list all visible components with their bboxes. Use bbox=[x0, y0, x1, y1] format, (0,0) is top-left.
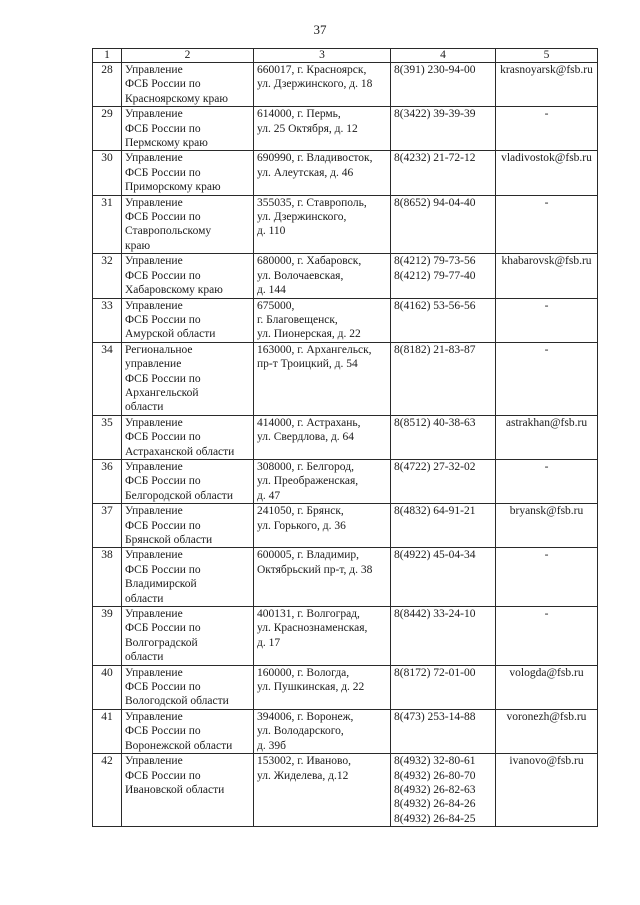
organization-line: Управление bbox=[125, 255, 183, 268]
phone-line: 8(4922) 45-04-34 bbox=[394, 549, 476, 562]
row-number: 33 bbox=[93, 298, 122, 342]
organization-line: области bbox=[125, 651, 164, 664]
header-cell-3: 3 bbox=[254, 49, 391, 63]
address-line: д. 47 bbox=[257, 489, 281, 502]
organization-line: Управление bbox=[125, 64, 183, 76]
organization-cell bbox=[122, 607, 254, 666]
email-cell: - bbox=[496, 195, 598, 254]
row-number: 36 bbox=[93, 459, 122, 503]
phone-line: 8(8182) 21-83-87 bbox=[394, 343, 476, 356]
fsb-offices-table bbox=[92, 48, 598, 827]
organization-line: ФСБ России по bbox=[125, 769, 201, 782]
organization-line: Приморскому краю bbox=[125, 181, 221, 194]
email-cell: - bbox=[496, 298, 598, 342]
organization-line: Ставропольскому bbox=[125, 225, 212, 238]
table-row bbox=[93, 195, 598, 254]
address-cell bbox=[254, 298, 391, 342]
address-line: д. 17 bbox=[257, 636, 281, 649]
organization-line: Брянской области bbox=[125, 534, 213, 546]
address-line: ул. Свердлова, д. 64 bbox=[257, 431, 355, 444]
row-number: 32 bbox=[93, 254, 122, 298]
table-header-row bbox=[93, 49, 598, 63]
address-cell bbox=[254, 607, 391, 666]
address-line: 690990, г. Владивосток, bbox=[257, 152, 373, 165]
organization-line: области bbox=[125, 401, 164, 414]
table-row bbox=[93, 754, 598, 827]
address-line: 680000, г. Хабаровск, bbox=[257, 255, 362, 268]
organization-line: Управление bbox=[125, 755, 183, 768]
phone-line: 8(8442) 33-24-10 bbox=[394, 608, 476, 621]
table-row bbox=[93, 709, 598, 753]
address-line: ул. Горького, д. 36 bbox=[257, 519, 346, 532]
phone-cell bbox=[391, 298, 496, 342]
phone-cell bbox=[391, 709, 496, 753]
organization-line: Управление bbox=[125, 299, 183, 312]
phone-line: 8(8172) 72-01-00 bbox=[394, 666, 476, 679]
organization-line: ФСБ России по bbox=[125, 519, 201, 532]
address-line: ул. 25 Октября, д. 12 bbox=[257, 122, 358, 135]
row-number: 41 bbox=[93, 709, 122, 753]
phone-cell bbox=[391, 195, 496, 254]
phone-line: 8(4932) 26-84-26 bbox=[394, 798, 476, 811]
email-cell: vologda@fsb.ru bbox=[496, 665, 598, 709]
organization-line: Ивановской области bbox=[125, 783, 225, 796]
address-line: 153002, г. Иваново, bbox=[257, 755, 351, 768]
email-cell: ivanovo@fsb.ru bbox=[496, 754, 598, 827]
address-cell bbox=[254, 504, 391, 548]
table-row bbox=[93, 107, 598, 151]
organization-line: Красноярскому краю bbox=[125, 92, 228, 105]
email-cell: krasnoyarsk@fsb.ru bbox=[496, 63, 598, 107]
table-row bbox=[93, 665, 598, 709]
organization-line: краю bbox=[125, 239, 151, 252]
organization-line: Воронежской области bbox=[125, 739, 233, 752]
header-cell-4: 4 bbox=[391, 49, 496, 63]
table-body bbox=[93, 49, 598, 827]
email-cell: voronezh@fsb.ru bbox=[496, 709, 598, 753]
header-cell-2: 2 bbox=[122, 49, 254, 63]
email-cell: astrakhan@fsb.ru bbox=[496, 415, 598, 459]
phone-cell bbox=[391, 607, 496, 666]
address-line: 394006, г. Воронеж, bbox=[257, 710, 354, 723]
address-cell bbox=[254, 254, 391, 298]
organization-cell bbox=[122, 298, 254, 342]
address-line: 614000, г. Пермь, bbox=[257, 108, 341, 121]
address-line: д. 39б bbox=[257, 739, 286, 752]
header-cell-1: 1 bbox=[93, 49, 122, 63]
row-number: 42 bbox=[93, 754, 122, 827]
row-number: 28 bbox=[93, 63, 122, 107]
row-number: 34 bbox=[93, 342, 122, 415]
address-line: ул. Жиделева, д.12 bbox=[257, 769, 349, 782]
address-line: 600005, г. Владимир, bbox=[257, 549, 359, 562]
address-line: 660017, г. Красноярск, bbox=[257, 64, 367, 76]
address-line: ул. Пионерская, д. 22 bbox=[257, 328, 361, 341]
phone-cell bbox=[391, 504, 496, 548]
table-row bbox=[93, 459, 598, 503]
address-line: ул. Волочаевская, bbox=[257, 269, 344, 282]
table-row bbox=[93, 254, 598, 298]
organization-cell bbox=[122, 754, 254, 827]
organization-line: ФСБ России по bbox=[125, 122, 201, 135]
organization-line: ФСБ России по bbox=[125, 431, 201, 444]
email-cell: - bbox=[496, 107, 598, 151]
organization-line: Управление bbox=[125, 710, 183, 723]
organization-cell bbox=[122, 195, 254, 254]
address-line: 400131, г. Волгоград, bbox=[257, 608, 360, 621]
organization-line: Управление bbox=[125, 416, 183, 429]
address-cell bbox=[254, 63, 391, 107]
table-row bbox=[93, 63, 598, 107]
address-cell bbox=[254, 665, 391, 709]
organization-line: Волгоградской bbox=[125, 636, 198, 649]
phone-cell bbox=[391, 415, 496, 459]
phone-line: 8(3422) 39-39-39 bbox=[394, 108, 476, 121]
organization-cell bbox=[122, 459, 254, 503]
organization-line: Астраханской области bbox=[125, 445, 235, 458]
table-row bbox=[93, 548, 598, 607]
organization-line: управление bbox=[125, 358, 182, 371]
email-cell: vladivostok@fsb.ru bbox=[496, 151, 598, 195]
address-cell bbox=[254, 548, 391, 607]
address-cell bbox=[254, 754, 391, 827]
phone-cell bbox=[391, 107, 496, 151]
address-line: ул. Пушкинская, д. 22 bbox=[257, 681, 365, 694]
address-line: ул. Преображенская, bbox=[257, 475, 359, 488]
page-number: 37 bbox=[313, 22, 327, 37]
address-line: 160000, г. Вологда, bbox=[257, 666, 350, 679]
organization-line: Амурской области bbox=[125, 328, 216, 341]
organization-line: Управление bbox=[125, 608, 183, 621]
address-line: г. Благовещенск, bbox=[257, 313, 338, 326]
row-number: 29 bbox=[93, 107, 122, 151]
organization-line: Управление bbox=[125, 196, 183, 209]
address-line: ул. Дзержинского, bbox=[257, 211, 347, 224]
organization-line: Региональное bbox=[125, 343, 193, 356]
address-line: ул. Дзержинского, д. 18 bbox=[257, 78, 373, 91]
row-number: 39 bbox=[93, 607, 122, 666]
address-line: 414000, г. Астрахань, bbox=[257, 416, 361, 429]
organization-line: Управление bbox=[125, 152, 183, 165]
email-cell: - bbox=[496, 548, 598, 607]
address-line: ул. Краснознаменская, bbox=[257, 622, 368, 635]
phone-line: 8(473) 253-14-88 bbox=[394, 710, 476, 723]
organization-line: Архангельской bbox=[125, 386, 199, 399]
phone-line: 8(8652) 94-04-40 bbox=[394, 196, 476, 209]
organization-line: ФСБ России по bbox=[125, 622, 201, 635]
organization-line: ФСБ России по bbox=[125, 78, 201, 91]
address-line: 308000, г. Белгород, bbox=[257, 460, 354, 473]
organization-line: Пермскому краю bbox=[125, 137, 208, 150]
email-cell: - bbox=[496, 607, 598, 666]
phone-cell bbox=[391, 151, 496, 195]
address-cell bbox=[254, 342, 391, 415]
organization-cell bbox=[122, 254, 254, 298]
organization-line: ФСБ России по bbox=[125, 725, 201, 738]
phone-line: 8(4932) 26-80-70 bbox=[394, 769, 476, 782]
address-cell bbox=[254, 459, 391, 503]
phone-cell bbox=[391, 63, 496, 107]
organization-cell bbox=[122, 415, 254, 459]
email-cell: bryansk@fsb.ru bbox=[496, 504, 598, 548]
row-number: 40 bbox=[93, 665, 122, 709]
address-cell bbox=[254, 107, 391, 151]
phone-line: 8(4212) 79-73-56 bbox=[394, 255, 476, 268]
organization-cell bbox=[122, 342, 254, 415]
row-number: 37 bbox=[93, 504, 122, 548]
phone-line: 8(8512) 40-38-63 bbox=[394, 416, 476, 429]
address-line: 241050, г. Брянск, bbox=[257, 505, 344, 518]
organization-line: ФСБ России по bbox=[125, 211, 201, 224]
email-cell: - bbox=[496, 459, 598, 503]
phone-line: 8(4932) 26-84-25 bbox=[394, 812, 476, 825]
phone-line: 8(4212) 79-77-40 bbox=[394, 269, 476, 282]
address-line: ул. Алеутская, д. 46 bbox=[257, 166, 354, 179]
organization-line: ФСБ России по bbox=[125, 269, 201, 282]
address-cell bbox=[254, 151, 391, 195]
address-line: 163000, г. Архангельск, bbox=[257, 343, 372, 356]
phone-line: 8(4832) 64-91-21 bbox=[394, 505, 476, 518]
organization-cell bbox=[122, 151, 254, 195]
organization-line: Управление bbox=[125, 108, 183, 121]
phone-cell bbox=[391, 754, 496, 827]
organization-line: ФСБ России по bbox=[125, 372, 201, 385]
email-cell: khabarovsk@fsb.ru bbox=[496, 254, 598, 298]
email-cell: - bbox=[496, 342, 598, 415]
table-row bbox=[93, 607, 598, 666]
row-number: 35 bbox=[93, 415, 122, 459]
row-number: 38 bbox=[93, 548, 122, 607]
organization-line: Управление bbox=[125, 505, 183, 518]
table-row bbox=[93, 504, 598, 548]
organization-line: ФСБ России по bbox=[125, 681, 201, 694]
phone-line: 8(4722) 27-32-02 bbox=[394, 460, 476, 473]
phone-line: 8(4162) 53-56-56 bbox=[394, 299, 476, 312]
organization-line: ФСБ России по bbox=[125, 313, 201, 326]
phone-cell bbox=[391, 459, 496, 503]
phone-cell bbox=[391, 342, 496, 415]
organization-cell bbox=[122, 63, 254, 107]
phone-line: 8(4232) 21-72-12 bbox=[394, 152, 476, 165]
organization-line: ФСБ России по bbox=[125, 475, 201, 488]
organization-cell bbox=[122, 709, 254, 753]
row-number: 31 bbox=[93, 195, 122, 254]
address-cell bbox=[254, 415, 391, 459]
address-line: Октябрьский пр-т, д. 38 bbox=[257, 563, 373, 576]
address-line: 675000, bbox=[257, 299, 295, 312]
organization-line: Белгородской области bbox=[125, 489, 233, 502]
address-line: д. 144 bbox=[257, 284, 286, 297]
phone-line: 8(4932) 26-82-63 bbox=[394, 783, 476, 796]
table-row bbox=[93, 151, 598, 195]
header-cell-5: 5 bbox=[496, 49, 598, 63]
address-line: ул. Володарского, bbox=[257, 725, 344, 738]
organization-line: Хабаровскому краю bbox=[125, 284, 223, 297]
organization-line: Вологодской области bbox=[125, 695, 229, 708]
address-line: 355035, г. Ставрополь, bbox=[257, 196, 367, 209]
phone-cell bbox=[391, 548, 496, 607]
organization-line: области bbox=[125, 592, 164, 605]
organization-line: ФСБ России по bbox=[125, 166, 201, 179]
organization-line: Владимирской bbox=[125, 578, 197, 591]
organization-cell bbox=[122, 548, 254, 607]
organization-cell bbox=[122, 665, 254, 709]
phone-cell bbox=[391, 254, 496, 298]
address-line: д. 110 bbox=[257, 225, 286, 238]
phone-line: 8(391) 230-94-00 bbox=[394, 64, 476, 76]
row-number: 30 bbox=[93, 151, 122, 195]
organization-line: Управление bbox=[125, 666, 183, 679]
organization-cell bbox=[122, 107, 254, 151]
address-line: пр-т Троицкий, д. 54 bbox=[257, 358, 358, 371]
address-cell bbox=[254, 195, 391, 254]
table-row bbox=[93, 415, 598, 459]
organization-cell bbox=[122, 504, 254, 548]
address-cell bbox=[254, 709, 391, 753]
table-row bbox=[93, 298, 598, 342]
organization-line: Управление bbox=[125, 549, 183, 562]
phone-cell bbox=[391, 665, 496, 709]
organization-line: Управление bbox=[125, 460, 183, 473]
table-row bbox=[93, 342, 598, 415]
organization-line: ФСБ России по bbox=[125, 563, 201, 576]
phone-line: 8(4932) 32-80-61 bbox=[394, 755, 476, 768]
